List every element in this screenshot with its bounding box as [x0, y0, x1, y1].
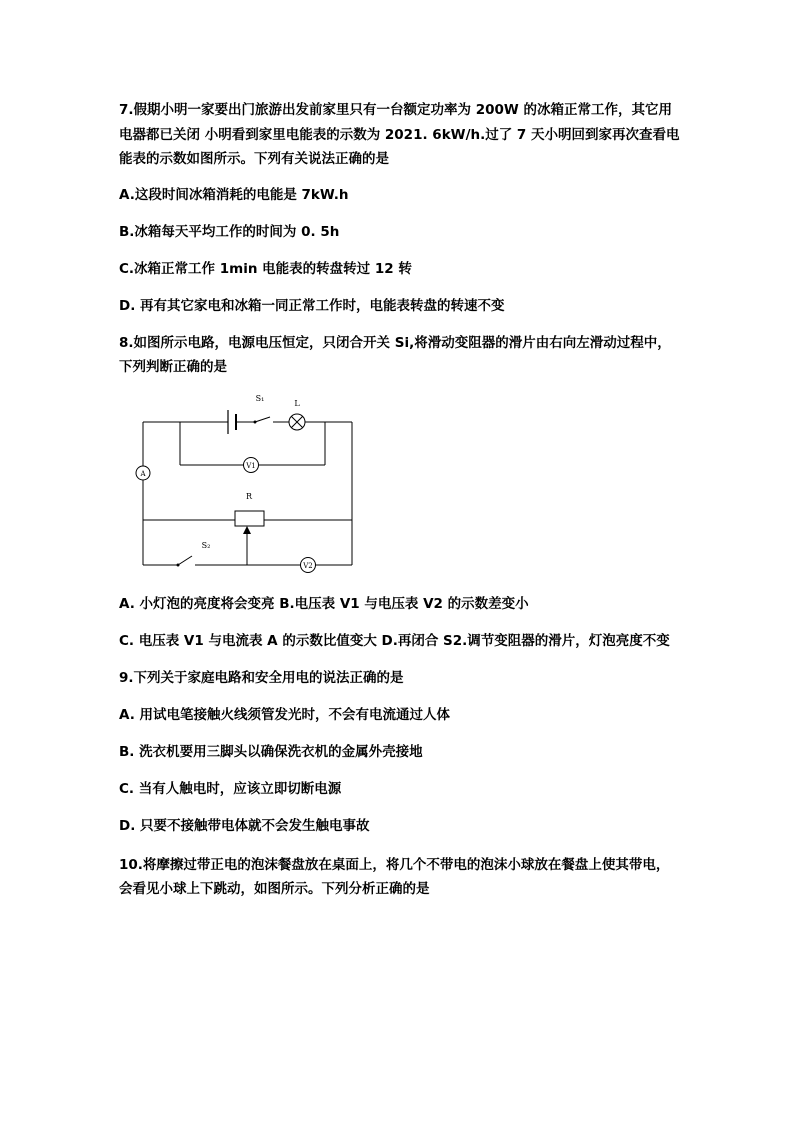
lamp-icon	[289, 414, 305, 430]
q7-stem-line-1: 7.假期小明一家要出门旅游出发前家里只有一台额定功率为 200W 的冰箱正常工作，其它用	[119, 102, 672, 118]
q9-option-c: C. 当有人触电时，应该立即切断电源	[119, 781, 342, 797]
q7-option-c: C.冰箱正常工作 1min 电能表的转盘转过 12 转	[119, 261, 412, 277]
lamp-label: L	[294, 399, 300, 408]
q10-stem-line-2: 会看见小球上下跳动，如图所示。下列分析正确的是	[119, 881, 430, 897]
q9-option-a: A. 用试电笔接触火线须管发光时，不会有电流通过人体	[119, 707, 451, 723]
q7-stem-line-3: 能表的示数如图所示。下列有关说法正确的是	[119, 151, 389, 167]
voltmeter-v1-label: V1	[246, 462, 256, 470]
switch-s2-contact	[177, 564, 180, 567]
slider-arrow-icon	[243, 526, 251, 534]
rheostat-r-icon	[235, 511, 264, 526]
q9-option-b: B. 洗衣机要用三脚头以确保洗衣机的金属外壳接地	[119, 744, 423, 760]
q9-stem: 9.下列关于家庭电路和安全用电的说法正确的是	[119, 670, 404, 686]
voltmeter-v2-label: V2	[303, 562, 313, 570]
q7-option-a: A.这段时间冰箱消耗的电能是 7kW.h	[119, 187, 349, 203]
q8-option-c-d: C. 电压表 V1 与电流表 A 的示数比值变大 D.再闭合 S2.调节变阻器的滑片，灯泡亮度不变	[119, 633, 670, 649]
switch-s1-label: S₁	[255, 394, 265, 403]
switch-s1-contact	[254, 421, 257, 424]
circuit-diagram	[130, 388, 360, 578]
switch-s2-label: S₂	[201, 541, 211, 550]
q8-stem-line-1: 8.如图所示电路，电源电压恒定，只闭合开关 Si,将滑动变阻器的滑片由右向左滑动过程中，	[119, 335, 671, 351]
rheostat-label: R	[245, 492, 253, 501]
q7-stem-line-2: 电器都已关闭 小明看到家里电能表的示数为 2021. 6kW/h.过了 7 天小明回到家再次查看电	[119, 127, 680, 143]
q8-option-a-b: A. 小灯泡的亮度将会变亮 B.电压表 V1 与电压表 V2 的示数差变小	[119, 596, 529, 612]
q7-option-b: B.冰箱每天平均工作的时间为 0. 5h	[119, 224, 340, 240]
q8-stem-line-2: 下列判断正确的是	[119, 359, 227, 375]
q9-option-d: D. 只要不接触带电体就不会发生触电事故	[119, 818, 370, 834]
q10-stem-line-1: 10.将摩擦过带正电的泡沫餐盘放在桌面上，将几个不带电的泡沫小球放在餐盘上使其带电，	[119, 857, 670, 873]
q7-option-d: D. 再有其它家电和冰箱一同正常工作时，电能表转盘的转速不变	[119, 298, 505, 314]
ammeter-label: A	[140, 470, 146, 478]
